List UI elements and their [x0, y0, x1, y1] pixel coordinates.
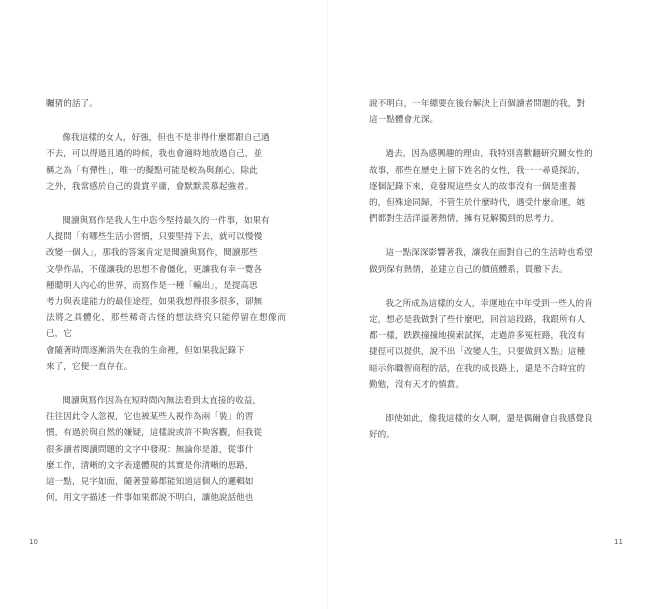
paragraph: 像我這樣的女人，好強，但也不是非得什麼都跟自己過 不去，可以得過且過的時候，我也會適時地放過自己，並 稱之為「有彈性」，唯一的擬點可能是較為與創心，除此 之外，我常感於自己的貴賞平庸，會默默羨慕起強者。 — [46, 133, 270, 192]
page-number-right: 11 — [614, 538, 623, 546]
paragraph: 我之所成為這樣的女人，幸運地在中年受到一些人的肯 定，想必是我做對了些什麼吧，回首這段路，我跟所有人 都一樣，跌跌撞撞地摸索試探，走過許多冤枉路，我沒有 捷徑可以提供，說不出「改變人生，只要做到Ｘ點」這種 暗示你職智商程的話，在我的成長路上，還是不合時宜的 勤勉，沒有天才的慎賞。 — [369, 298, 593, 390]
right-page — [369, 96, 609, 461]
left-page — [46, 96, 286, 524]
paragraph: 過去，因為感興趣的理由，我特別喜歡翻研究關女性的 故事，那些在歷史上留下姓名的女性，我一一尋覓探訪， 逐個記錄下來，竟發現這些女人的故事沒有一個是重養 的，但殊途同歸，不管生於什麼時代，遇受什麼命運，她 們都對生活洋溢著熱情，擁有見解獨到的思考力。 — [369, 149, 593, 225]
paragraph: 這一點深深影響著我，讓我在面對自己的生活時也希望 做到保有熱情，並建立自己的價值體系，貫徹下去。 — [369, 248, 593, 275]
paragraph: 即使如此，像我這樣的女人啊，還是偶爾會自我感覺良 好的。 — [369, 414, 593, 441]
paragraph: 矚猜的話了。 — [46, 99, 98, 109]
paragraph: 閱讀與寫作是我人生中恣今堅持最久的一件事，如果有 人提問「有哪些生活小習慣，只要堅持下去，就可以慢慢 改變一個人」，那我的答案肯定是閱讀與寫作，閱讀那些 文學作品，不僅讓我的思想不會僵化，更讓我有幸一覽各 種聰明人內心的世界，而寫作是一種「輸出」，是提高思 考力與表達能力的最佳途徑，如果我想得很多很多，卻無 法將之具體化，那些稀奇古怪的想法終究只能停留在想像而已，它 會隨著時間逐漸消失在我的生命裡，但如果我記錄下 來了，它便一直存在。 — [46, 216, 286, 372]
page-gutter — [327, 0, 328, 609]
paragraph: 說不明白，一年總要在後台解決上百個讀者問題的我，對 這一點體會尤深。 — [369, 99, 586, 126]
paragraph: 閱讀與寫作因為在短時間內無法看到太直接的收益， 往往因此令人忽視，它也被某些人視作為兩「裝」的習 慣，有過於與自然的嫌疑，這樣說或許不夠客觀，但我從 很多讀者閱讀問題的文字中發現：無論你是誰，從事什 麼工作，清晰的文字表達體現的其實是你清晰的思路， 這一點，見字如面，隨著螢幕都能知道這個人的邏輯如 何，用文字描述一件事如果都說不明白，讓他說話他也 — [46, 396, 263, 504]
page-number-left: 10 — [29, 538, 38, 546]
